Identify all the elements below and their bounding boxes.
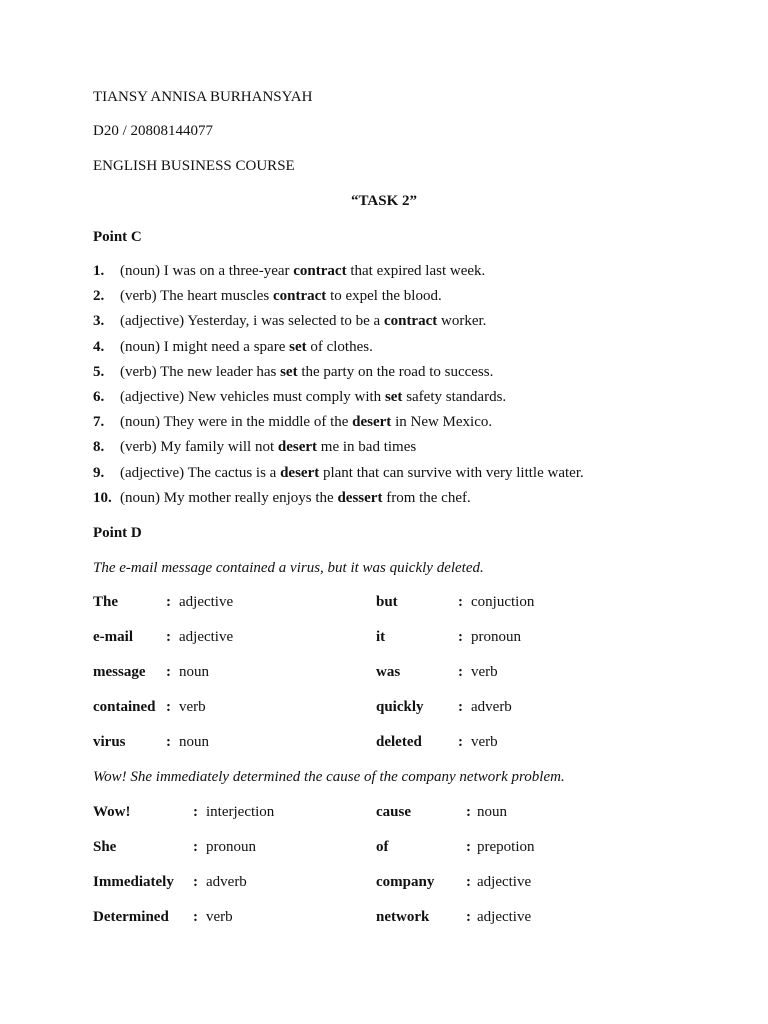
sentence-text: the party on the road to success.: [297, 363, 494, 380]
table-colon: :: [466, 909, 471, 925]
table-colon: :: [458, 699, 463, 715]
table-part-of-speech: interjection: [206, 804, 275, 820]
sentence-text: that expired last week.: [346, 263, 486, 279]
sentence-text: (noun) I might need a spare: [120, 338, 290, 355]
table-word: cause: [376, 804, 411, 820]
table-word: network: [376, 909, 430, 925]
item-number: 7.: [93, 414, 105, 431]
table-colon: :: [466, 874, 471, 890]
table-part-of-speech: noun: [179, 664, 209, 680]
sentence-text: (verb) My family will not: [120, 439, 278, 456]
item-number: 2.: [93, 288, 105, 305]
sentence-text: (verb) The new leader has: [120, 363, 281, 380]
table-part-of-speech: adjective: [477, 909, 532, 925]
table-word: Wow!: [93, 804, 131, 820]
student-name: TIANSY ANNISA BURHANSYAH: [93, 89, 313, 105]
table-word: The: [93, 594, 119, 610]
key-word: desert: [280, 464, 320, 481]
table-word: but: [376, 594, 398, 610]
sentence-text: plant that can survive with very little water.: [319, 464, 584, 481]
table-word: was: [376, 664, 401, 680]
table-part-of-speech: pronoun: [206, 839, 256, 855]
sentence-text: (adjective) New vehicles must comply with: [120, 389, 385, 405]
key-word: contract: [293, 263, 347, 279]
sentence-text: to expel the blood.: [326, 288, 442, 305]
item-number: 8.: [93, 439, 105, 456]
table-part-of-speech: prepotion: [477, 839, 535, 855]
table-part-of-speech: adjective: [179, 594, 234, 610]
table-colon: :: [466, 839, 471, 855]
table-colon: :: [458, 629, 463, 645]
table-part-of-speech: verb: [471, 734, 498, 750]
table-word: of: [376, 839, 389, 855]
item-number: 4.: [93, 338, 105, 355]
table-word: it: [376, 629, 386, 645]
table-word: Determined: [93, 909, 169, 925]
table-word: quickly: [376, 699, 424, 715]
table-colon: :: [166, 594, 171, 610]
sentence-text: (noun) My mother really enjoys the: [120, 489, 338, 506]
table-word: deleted: [376, 734, 422, 750]
table-word: e-mail: [93, 629, 133, 645]
item-number: 1.: [93, 263, 105, 279]
table-part-of-speech: verb: [471, 664, 498, 680]
example-sentence-1: The e-mail message contained a virus, but it was quickly deleted.: [93, 560, 484, 576]
sentence-text: worker.: [437, 313, 487, 330]
table-part-of-speech: adjective: [179, 629, 234, 645]
sentence-text: of clothes.: [306, 338, 373, 355]
key-word: contract: [383, 313, 438, 330]
table-colon: :: [193, 874, 198, 890]
table-colon: :: [193, 909, 198, 925]
example-sentence-2: Wow! She immediately determined the cause of the company network problem.: [93, 769, 565, 785]
table-word: She: [93, 839, 117, 855]
sentence-text: safety standards.: [402, 389, 507, 405]
item-number: 10.: [93, 489, 112, 506]
point-c-heading: Point C: [93, 229, 142, 245]
table-part-of-speech: adverb: [471, 699, 512, 715]
table-colon: :: [193, 839, 198, 855]
sentence-text: me in bad times: [317, 439, 417, 456]
table-part-of-speech: noun: [477, 804, 507, 820]
table-colon: :: [193, 804, 198, 820]
item-sentence: [120, 287, 442, 305]
table-colon: :: [458, 594, 463, 610]
student-id: D20 / 20808144077: [93, 123, 213, 139]
key-word: desert: [352, 414, 392, 431]
sentence-text: in New Mexico.: [391, 414, 493, 431]
table-colon: :: [166, 699, 171, 715]
table-word: Immediately: [93, 874, 174, 890]
sentence-text: (adjective) Yesterday, i was selected to be a: [120, 313, 384, 330]
item-sentence: [120, 262, 485, 280]
item-sentence: [120, 312, 486, 330]
sentence-text: (verb) The heart muscles: [120, 288, 273, 305]
table-part-of-speech: verb: [206, 909, 233, 925]
item-sentence: [120, 413, 492, 431]
table-part-of-speech: adverb: [206, 874, 247, 890]
item-number: 5.: [93, 363, 105, 380]
key-word: set: [280, 363, 298, 380]
sentence-text: (noun) They were in the middle of the: [120, 414, 353, 431]
item-sentence: [120, 438, 416, 456]
task-title: “TASK 2”: [351, 193, 417, 209]
key-word: contract: [273, 288, 327, 305]
item-sentence: [120, 464, 584, 482]
table-word: message: [93, 664, 146, 680]
key-word: set: [384, 389, 403, 405]
table-colon: :: [166, 664, 171, 680]
table-colon: :: [458, 664, 463, 680]
item-sentence: [120, 388, 506, 406]
sentence-text: (adjective) The cactus is a: [120, 464, 281, 481]
table-part-of-speech: conjuction: [471, 594, 535, 610]
item-number: 6.: [93, 389, 105, 405]
key-word: desert: [277, 439, 318, 456]
item-sentence: [120, 363, 493, 381]
key-word: dessert: [337, 489, 383, 506]
table-word: virus: [93, 734, 126, 750]
table-colon: :: [166, 629, 171, 645]
item-sentence: [120, 489, 471, 507]
point-d-heading: Point D: [93, 525, 142, 541]
table-part-of-speech: pronoun: [471, 629, 521, 645]
sentence-text: from the chef.: [382, 489, 471, 506]
sentence-text: (noun) I was on a three-year: [120, 263, 294, 279]
table-word: company: [376, 874, 435, 890]
item-sentence: [120, 338, 373, 356]
item-number: 3.: [93, 313, 105, 330]
table-part-of-speech: adjective: [477, 874, 532, 890]
table-colon: :: [458, 734, 463, 750]
table-part-of-speech: verb: [179, 699, 206, 715]
table-colon: :: [466, 804, 471, 820]
item-number: 9.: [93, 464, 105, 481]
table-word: contained: [93, 699, 156, 715]
key-word: set: [289, 338, 307, 355]
table-part-of-speech: noun: [179, 734, 209, 750]
course-name: ENGLISH BUSINESS COURSE: [93, 158, 295, 174]
table-colon: :: [166, 734, 171, 750]
